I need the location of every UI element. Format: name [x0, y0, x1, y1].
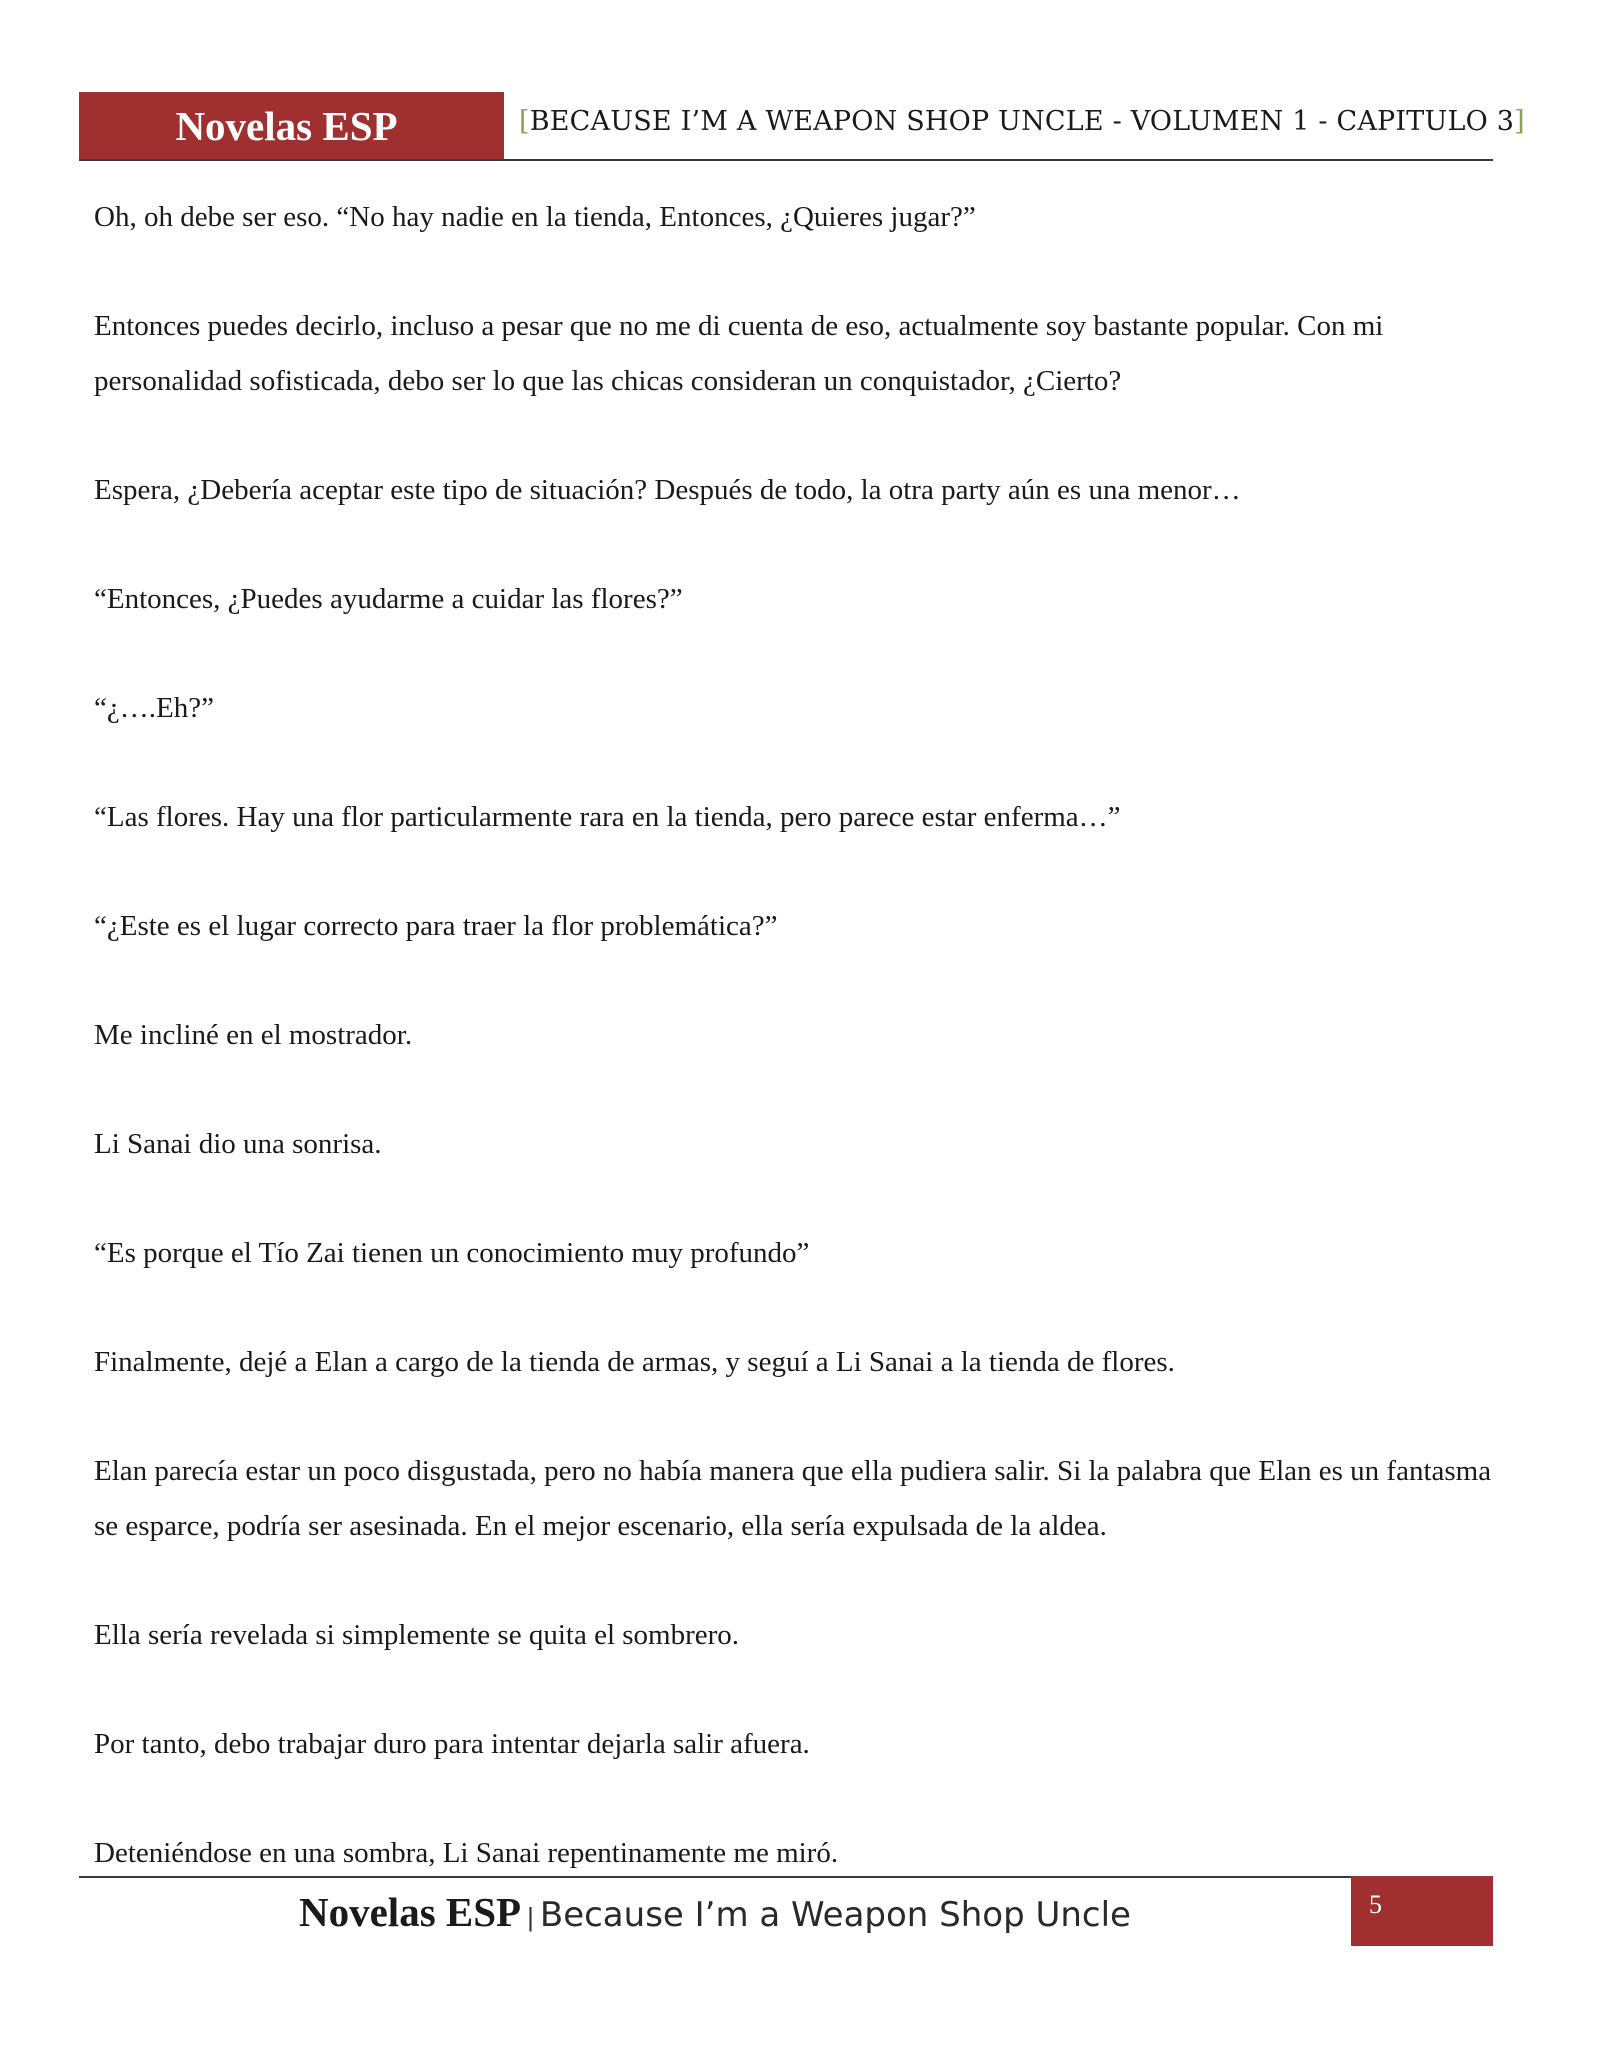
footer-book-title: Because I’m a Weapon Shop Uncle — [539, 1895, 1131, 1935]
paragraph: Oh, oh debe ser eso. “No hay nadie en la tienda, Entonces, ¿Quieres jugar?” — [94, 201, 976, 233]
header-bracket-open: [ — [519, 106, 530, 137]
paragraph: “¿Este es el lugar correcto para traer la flor problemática?” — [94, 910, 778, 942]
paragraph: Me incliné en el mostrador. — [94, 1019, 413, 1051]
header-bracket-close: ] — [1514, 106, 1525, 137]
paragraph: Espera, ¿Debería aceptar este tipo de situación? Después de todo, la otra party aún es una menor… — [94, 474, 1241, 506]
footer-divider — [79, 1876, 1354, 1878]
header-divider — [79, 159, 1493, 161]
paragraph: Finalmente, dejé a Elan a cargo de la tienda de armas, y seguí a Li Sanai a la tienda de flores. — [94, 1346, 1175, 1378]
footer-separator: | — [527, 1902, 534, 1932]
paragraph: Li Sanai dio una sonrisa. — [94, 1128, 382, 1160]
page-header — [79, 92, 1525, 160]
header-chapter-title — [519, 106, 1525, 137]
paragraph: “¿….Eh?” — [94, 692, 214, 724]
page-body — [94, 190, 1499, 1935]
paragraph: Por tanto, debo trabajar duro para intentar dejarla salir afuera. — [94, 1728, 810, 1760]
page-number: 5 — [1369, 1890, 1382, 1919]
page-number-box — [1351, 1876, 1493, 1946]
paragraph: Elan parecía estar un poco disgustada, pero no había manera que ella pudiera salir. Si la palabra que Elan es un fantasma se esparce, podría ser asesinada. En el mejor escenario, ella sería expulsada de la aldea. — [94, 1455, 1499, 1542]
header-title-text: BECAUSE I’M A WEAPON SHOP UNCLE - VOLUMEN 1 - CAPITULO 3 — [529, 106, 1515, 137]
page-footer — [0, 1888, 1430, 1936]
paragraph: “Es porque el Tío Zai tienen un conocimiento muy profundo” — [94, 1237, 810, 1269]
paragraph: Entonces puedes decirlo, incluso a pesar que no me di cuenta de eso, actualmente soy bastante popular. Con mi personalidad sofisticada, debo ser lo que las chicas consideran un conquistador, ¿Cierto? — [94, 310, 1391, 397]
header-brand: Novelas ESP — [79, 92, 504, 160]
paragraph: Deteniéndose en una sombra, Li Sanai repentinamente me miró. — [94, 1837, 839, 1869]
paragraph: “Entonces, ¿Puedes ayudarme a cuidar las flores?” — [94, 583, 683, 615]
paragraph: Ella sería revelada si simplemente se quita el sombrero. — [94, 1619, 740, 1651]
paragraph: “Las flores. Hay una flor particularmente rara en la tienda, pero parece estar enferma…” — [94, 801, 1121, 833]
footer-brand: Novelas ESP — [299, 1889, 522, 1935]
